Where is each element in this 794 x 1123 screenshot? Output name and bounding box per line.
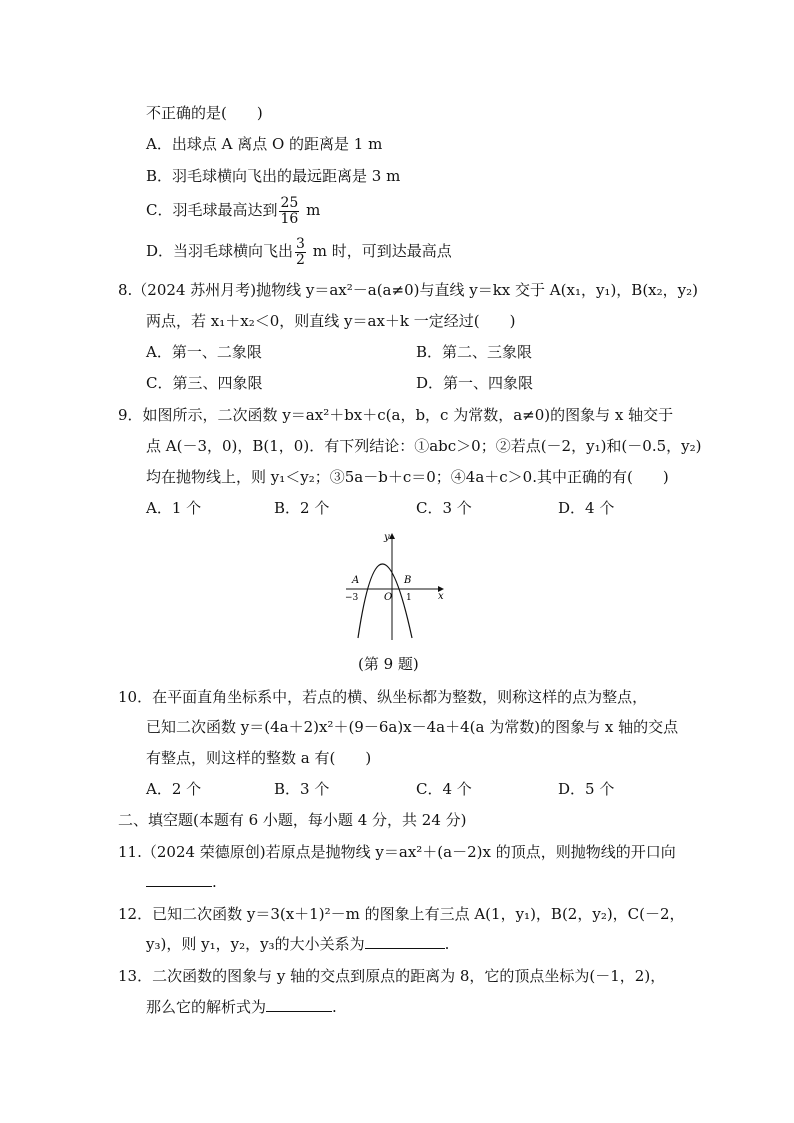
q9-option-b: B．2 个 (274, 499, 330, 517)
q7-stem-tail: 不正确的是( ) (146, 104, 263, 122)
q7-option-d (146, 233, 452, 269)
q13-line-2-text: 那么它的解析式为 (146, 998, 267, 1016)
q11-answer-blank[interactable] (146, 872, 212, 887)
fraction-numerator: 25 (280, 194, 299, 211)
tick-1: 1 (406, 593, 412, 603)
q13-line-1: 13．二次函数的图象与 y 轴的交点到原点的距离为 8，它的顶点坐标为(－1，2)， (118, 967, 666, 985)
q9-option-a: A．1 个 (146, 499, 202, 517)
point-a-label: A (352, 575, 360, 586)
q10-option-b: B．3 个 (274, 780, 330, 798)
x-axis-label: x (438, 591, 444, 602)
q10-option-c: C．4 个 (416, 780, 472, 798)
origin-label: O (384, 592, 393, 603)
q10-line-3: 有整点，则这样的整数 a 有( ) (146, 749, 372, 767)
q10-line-1: 10．在平面直角坐标系中，若点的横、纵坐标都为整数，则称这样的点为整点， (118, 688, 648, 706)
q7-option-c-fraction (279, 196, 299, 227)
q7-option-b: B．羽毛球横向飞出的最远距离是 3 m (146, 167, 401, 185)
fraction-denominator: 16 (280, 210, 299, 227)
q10-option-d: D．5 个 (558, 780, 615, 798)
q9-line-3: 均在抛物线上，则 y₁＜y₂；③5a－b＋c＝0；④4a＋c＞0.其中正确的有( ) (146, 468, 669, 486)
q9-line-1: 9．如图所示，二次函数 y＝ax²＋bx＋c(a，b，c 为常数，a≠0)的图象与 x 轴交于 (118, 406, 674, 424)
q11-period: . (212, 873, 217, 891)
q8-option-b: B．第二、三象限 (416, 343, 533, 361)
q7-option-d-text: D．当羽毛球横向飞出 (146, 242, 294, 260)
q12-period: . (444, 935, 450, 953)
q8-option-a: A．第一、二象限 (146, 343, 262, 361)
q12-line-1: 12．已知二次函数 y＝3(x＋1)²－m 的图象上有三点 A(1，y₁)，B(2，y₂)，C(－2， (118, 905, 685, 923)
y-axis-label: y (384, 532, 390, 543)
q12-line-2 (146, 934, 449, 954)
q11-line-2 (146, 872, 217, 892)
section-heading-fill-in: 二、填空题(本题有 6 小题，每小题 4 分，共 24 分) (118, 811, 467, 829)
q9-parabola-figure (338, 530, 450, 642)
q7-option-a: A．出球点 A 离点 O 的距离是 1 m (146, 135, 383, 153)
fraction-numerator: 3 (296, 235, 305, 252)
tick-neg-3: −3 (345, 593, 359, 603)
q7-option-c (146, 192, 320, 228)
q9-option-c: C．3 个 (416, 499, 472, 517)
q7-option-d-text-end: m 时，可到达最高点 (307, 242, 452, 260)
q10-option-a: A．2 个 (146, 780, 202, 798)
q8-option-c: C．第三、四象限 (146, 374, 263, 392)
q8-line-1: 8.（2024 苏州月考)抛物线 y＝ax²－a(a≠0)与直线 y＝kx 交于 A(x₁，y₁)，B(x₂，y₂) (118, 281, 698, 299)
q11-line-1: 11.（2024 荣德原创)若原点是抛物线 y＝ax²＋(a－2)x 的顶点，则抛物线的开口向 (118, 843, 676, 861)
y-axis-arrow-icon (389, 533, 395, 539)
q13-period: . (332, 998, 337, 1016)
q8-line-2: 两点，若 x₁＋x₂＜0，则直线 y＝ax＋k 一定经过( ) (146, 312, 516, 330)
q7-option-c-text: C．羽毛球最高达到 (146, 201, 278, 219)
q10-line-2: 已知二次函数 y＝(4a＋2)x²＋(9－6a)x－4a＋4(a 为常数)的图象与 x 轴的交点 (146, 718, 679, 736)
point-b-label: B (404, 575, 412, 586)
q9-line-2: 点 A(－3，0)，B(1，0)．有下列结论：①abc＞0；②若点(－2，y₁)和(－0.5，y₂) (146, 437, 702, 455)
q8-option-d: D．第一、四象限 (416, 374, 534, 392)
fraction-denominator: 2 (296, 251, 305, 268)
q13-answer-blank[interactable] (266, 997, 332, 1012)
q12-line-2-text: y₃)，则 y₁，y₂，y₃的大小关系为 (146, 935, 365, 953)
q7-option-d-fraction (295, 237, 306, 268)
figure-caption: (第 9 题) (358, 655, 419, 673)
q7-option-c-unit: m (301, 201, 321, 219)
q9-option-d: D．4 个 (558, 499, 615, 517)
q13-line-2 (146, 997, 337, 1017)
q12-answer-blank[interactable] (365, 934, 445, 949)
